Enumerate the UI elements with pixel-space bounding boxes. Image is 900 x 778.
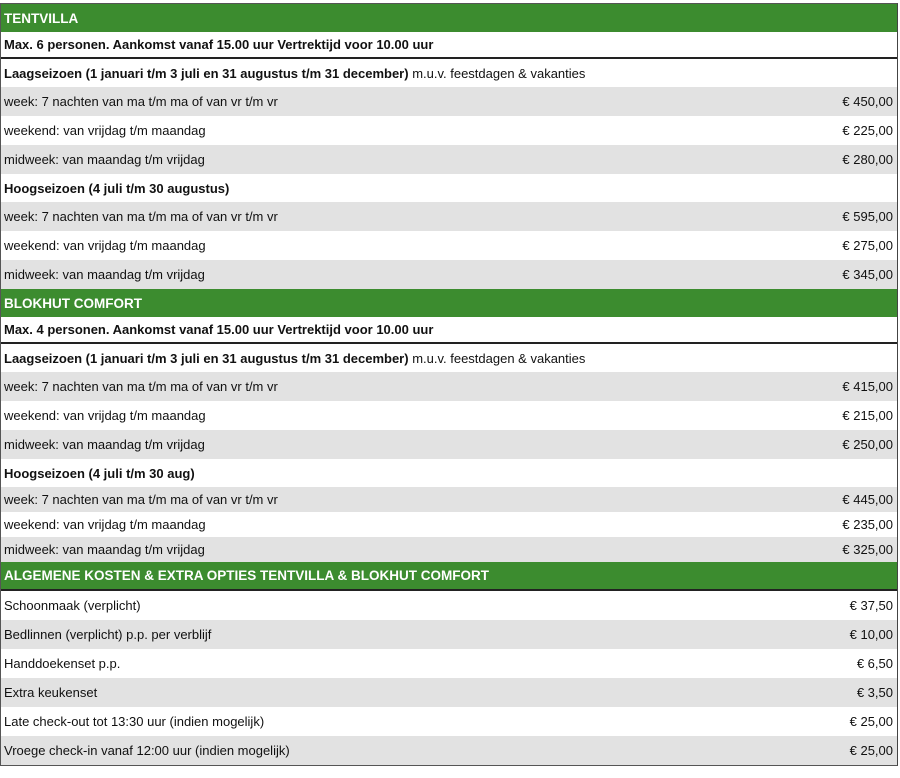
row-price: € 345,00 [842,267,893,282]
row-label: weekend: van vrijdag t/m maandag [4,123,206,138]
price-row [1,512,897,537]
row-label: Bedlinnen (verplicht) p.p. per verblijf [4,627,212,642]
low-season-title: Laagseizoen (1 januari t/m 3 juli en 31 augustus t/m 31 december) [4,350,409,366]
low-season-row-tentvilla [1,59,897,87]
row-label: week: 7 nachten van ma t/m ma of van vr t/m vr [4,379,278,394]
row-label: Vroege check-in vanaf 12:00 uur (indien mogelijk) [4,743,290,758]
price-row [1,202,897,231]
row-price: € 235,00 [842,517,893,532]
section-header-blokhut [1,289,897,317]
info-text: Max. 4 personen. Aankomst vanaf 15.00 uur Vertrektijd voor 10.00 uur [4,322,434,337]
high-season-title: Hoogseizoen (4 juli t/m 30 aug) [4,465,195,481]
row-label: weekend: van vrijdag t/m maandag [4,408,206,423]
row-label: week: 7 nachten van ma t/m ma of van vr t/m vr [4,492,278,507]
high-season-row-tentvilla [1,174,897,202]
extra-row [1,620,897,649]
row-label: midweek: van maandag t/m vrijdag [4,152,205,167]
row-price: € 415,00 [842,379,893,394]
price-row [1,401,897,430]
row-price: € 325,00 [842,542,893,557]
section-title: ALGEMENE KOSTEN & EXTRA OPTIES TENTVILLA & BLOKHUT COMFORT [4,568,489,583]
row-price: € 37,50 [849,598,893,613]
price-row [1,231,897,260]
row-price: € 25,00 [849,714,893,729]
low-season-note: m.u.v. feestdagen & vakanties [408,350,586,366]
row-label: Handdoekenset p.p. [4,656,121,671]
row-label: weekend: van vrijdag t/m maandag [4,517,206,532]
row-label: weekend: van vrijdag t/m maandag [4,238,206,253]
row-price: € 215,00 [842,408,893,423]
high-season-row-blokhut [1,459,897,487]
row-label: week: 7 nachten van ma t/m ma of van vr t/m vr [4,94,278,109]
row-price: € 3,50 [856,685,893,700]
price-row [1,487,897,512]
price-row [1,537,897,562]
row-price: € 25,00 [849,743,893,758]
row-label: Extra keukenset [4,685,98,700]
row-price: € 280,00 [842,152,893,167]
low-season-note: m.u.v. feestdagen & vakanties [408,65,586,81]
extra-row [1,591,897,620]
extra-row [1,707,897,736]
high-season-title: Hoogseizoen (4 juli t/m 30 augustus) [4,180,230,196]
row-price: € 6,50 [856,656,893,671]
row-price: € 595,00 [842,209,893,224]
info-row-blokhut [1,317,897,344]
extra-row [1,678,897,707]
section-title: BLOKHUT COMFORT [4,295,142,311]
row-price: € 250,00 [842,437,893,452]
row-label: week: 7 nachten van ma t/m ma of van vr t/m vr [4,209,278,224]
low-season-row-blokhut [1,344,897,372]
row-label: midweek: van maandag t/m vrijdag [4,267,205,282]
row-price: € 445,00 [842,492,893,507]
price-table [0,3,898,766]
section-header-extras [1,562,897,591]
row-price: € 275,00 [842,238,893,253]
extra-row [1,649,897,678]
price-row [1,260,897,289]
extra-row [1,736,897,765]
low-season-title: Laagseizoen (1 januari t/m 3 juli en 31 augustus t/m 31 december) [4,65,409,81]
section-title: TENTVILLA [4,10,79,26]
row-price: € 10,00 [849,627,893,642]
price-row [1,372,897,401]
row-label: midweek: van maandag t/m vrijdag [4,437,205,452]
info-row-tentvilla [1,32,897,59]
row-price: € 225,00 [842,123,893,138]
row-label: Late check-out tot 13:30 uur (indien mogelijk) [4,714,265,729]
row-label: midweek: van maandag t/m vrijdag [4,542,205,557]
row-label: Schoonmaak (verplicht) [4,598,141,613]
price-row [1,145,897,174]
row-price: € 450,00 [842,94,893,109]
price-row [1,430,897,459]
price-row [1,116,897,145]
info-text: Max. 6 personen. Aankomst vanaf 15.00 uur Vertrektijd voor 10.00 uur [4,37,434,52]
price-row [1,87,897,116]
section-header-tentvilla [1,4,897,32]
